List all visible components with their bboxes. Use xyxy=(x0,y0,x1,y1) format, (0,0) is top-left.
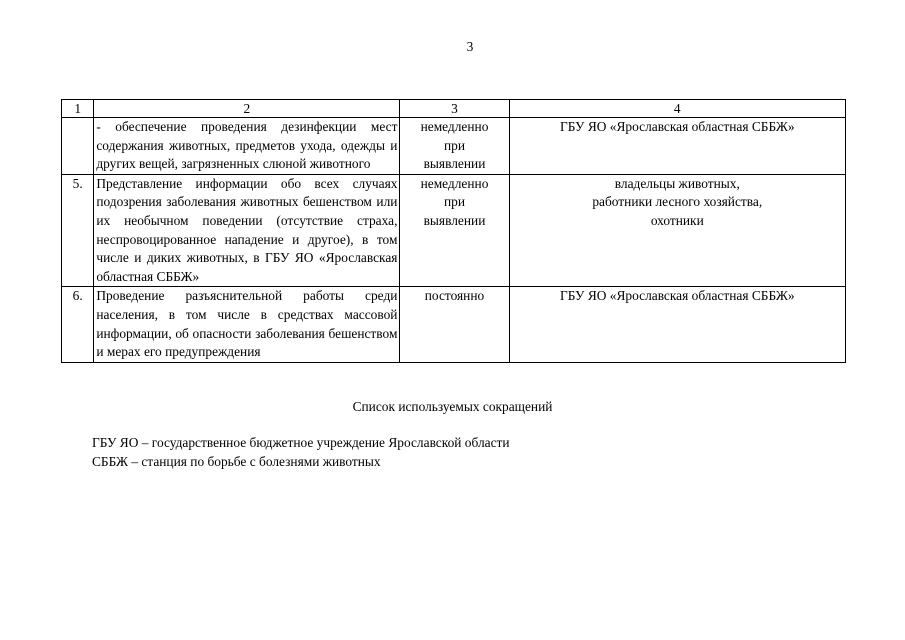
table-row xyxy=(62,287,846,362)
row-description: Проведение разъяснительной работы среди населения, в том числе в средствах массовой информации, об опасности заболевания бешенством и мерах его предупреждения xyxy=(94,287,400,362)
responsible-line: ГБУ ЯО «Ярославская областная СББЖ» xyxy=(560,288,795,304)
table-header-row xyxy=(62,100,846,118)
responsible-line: владельцы животных, xyxy=(614,175,740,191)
row-term xyxy=(400,287,509,362)
responsible-line: охотники xyxy=(650,212,704,228)
row-responsible xyxy=(509,287,845,362)
row-responsible xyxy=(509,118,845,175)
row-responsible xyxy=(509,174,845,287)
responsible-line: работники лесного хозяйства, xyxy=(592,194,763,210)
abbreviations-list xyxy=(92,434,792,471)
term-line: при xyxy=(443,194,465,210)
measures-table xyxy=(61,99,846,363)
row-number: 5. xyxy=(62,174,94,287)
term-line: выявлении xyxy=(423,156,486,172)
header-cell-description: 2 xyxy=(94,100,400,118)
page-number: 3 xyxy=(466,39,474,54)
row-term xyxy=(400,118,509,175)
term-line: постоянно xyxy=(424,288,485,304)
abbreviation-item: СББЖ – станция по борьбе с болезнями животных xyxy=(92,453,381,469)
abbreviations-title: Список используемых сокращений xyxy=(352,399,553,414)
table-row xyxy=(62,174,846,287)
responsible-line: ГБУ ЯО «Ярославская областная СББЖ» xyxy=(560,119,795,134)
term-line: выявлении xyxy=(423,212,486,228)
table-row xyxy=(62,118,846,175)
header-cell-number: 1 xyxy=(62,100,94,118)
row-number: 6. xyxy=(62,287,94,362)
header-cell-term: 3 xyxy=(400,100,509,118)
term-line: немедленно xyxy=(420,119,489,134)
abbreviation-item: ГБУ ЯО – государственное бюджетное учреждение Ярославской области xyxy=(92,435,510,450)
term-line: немедленно xyxy=(420,175,489,191)
row-description: - обеспечение проведения дезинфекции мест содержания животных, предметов ухода, одежды и других вещей, загрязненных слюной животного xyxy=(94,118,400,175)
header-cell-responsible: 4 xyxy=(509,100,845,118)
term-line: при xyxy=(443,137,465,153)
row-description: Представление информации обо всех случаях подозрения заболевания животных бешенством или их необычном поведении (отсутствие страха, неспровоцированное нападение и другое), в том числе и диких животных, в ГБУ ЯО «Ярославская областная СББЖ» xyxy=(94,174,400,287)
row-term xyxy=(400,174,509,287)
row-number xyxy=(62,118,94,175)
